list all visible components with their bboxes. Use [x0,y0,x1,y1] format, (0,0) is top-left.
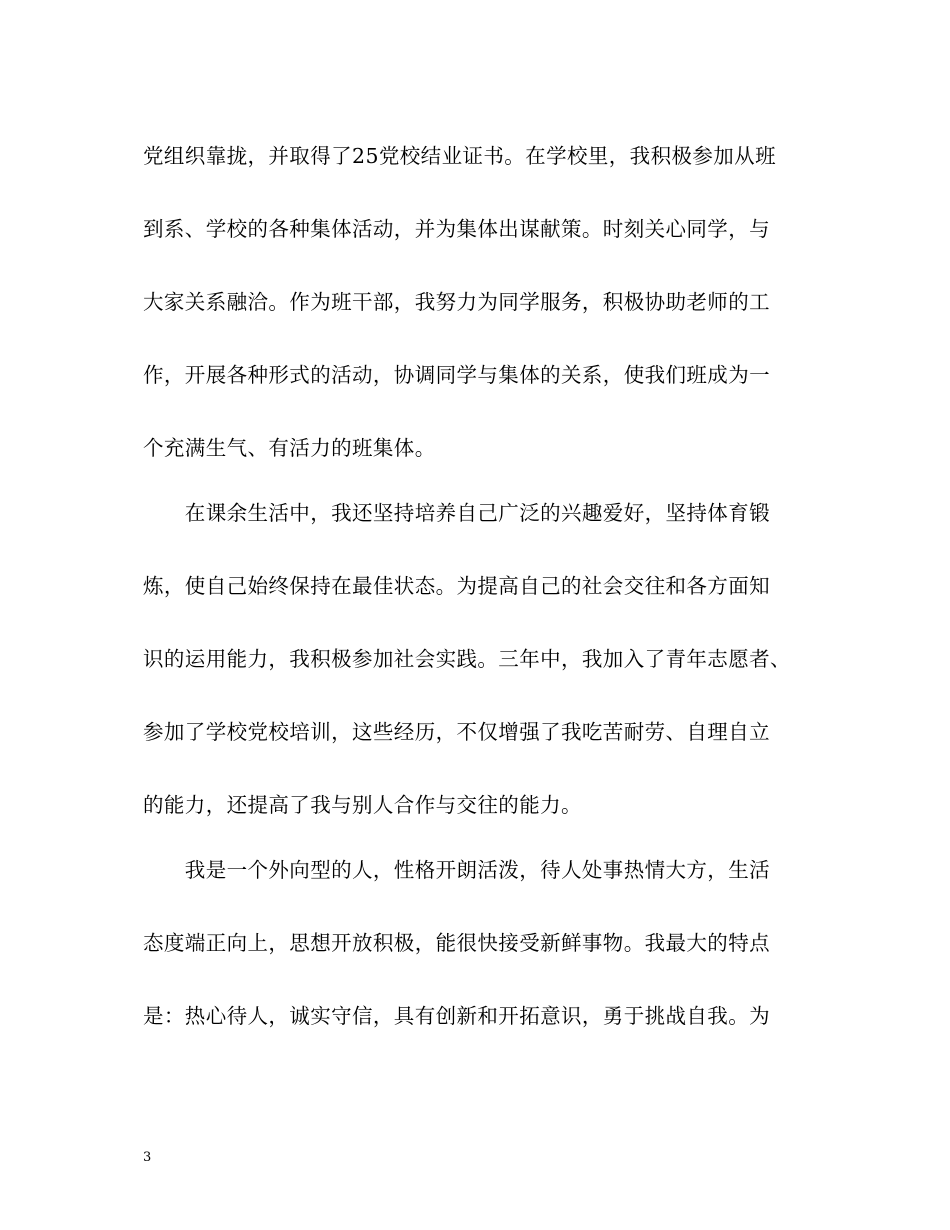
text-line: 参加了学校党校培训，这些经历，不仅增强了我吃苦耐劳、自理自立 [143,720,770,744]
text-line: 识的运用能力，我积极参加社会实践。三年中，我加入了青年志愿者、 [143,647,791,671]
page-number: 3 [143,1150,152,1165]
text-line: 我是一个外向型的人，性格开朗活泼，待人处事热情大方，生活 [143,858,770,882]
text-line: 到系、学校的各种集体活动，并为集体出谋献策。时刻关心同学，与 [143,217,770,241]
text-line: 作，开展各种形式的活动，协调同学与集体的关系，使我们班成为一 [143,363,770,387]
text-line: 党组织靠拢，并取得了25党校结业证书。在学校里，我积极参加从班 [143,144,776,168]
text-line: 在课余生活中，我还坚持培养自己广泛的兴趣爱好，坚持体育锻 [143,501,770,525]
text-line: 态度端正向上，思想开放积极，能很快接受新鲜事物。我最大的特点 [143,931,770,955]
text-line: 是：热心待人，诚实守信，具有创新和开拓意识，勇于挑战自我。为 [143,1004,770,1028]
text-line: 的能力，还提高了我与别人合作与交往的能力。 [143,793,582,817]
text-line: 个充满生气、有活力的班集体。 [143,436,436,460]
text-line: 炼，使自己始终保持在最佳状态。为提高自己的社会交往和各方面知 [143,574,770,598]
text-line: 大家关系融洽。作为班干部，我努力为同学服务，积极协助老师的工 [143,290,770,314]
